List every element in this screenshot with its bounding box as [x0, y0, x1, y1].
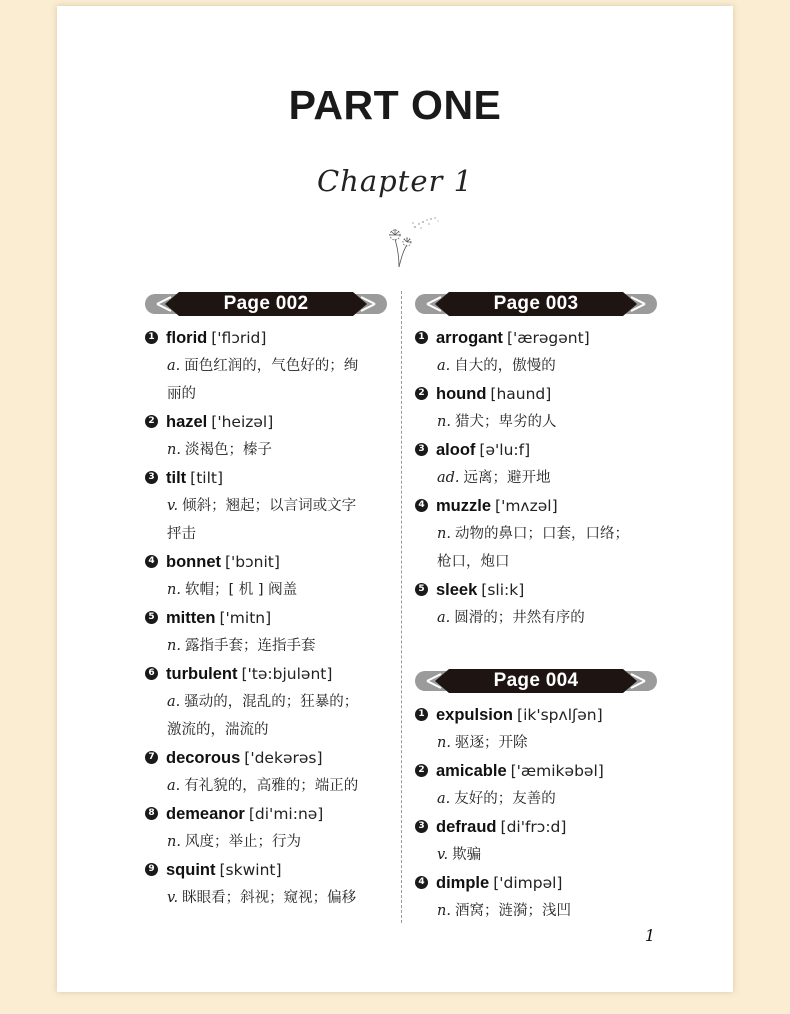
headword: turbulent — [166, 665, 238, 683]
phonetic: ['bɔnit] — [225, 553, 280, 571]
definition-text: 枪口，炮口 — [437, 554, 510, 570]
entry-headword-line — [145, 744, 386, 772]
definition-text: 酒窝；涟漪；浅凹 — [454, 903, 571, 919]
part-of-speech: n. — [437, 903, 451, 919]
definition-text: 欺骗 — [452, 847, 482, 863]
headword: tilt — [166, 469, 187, 487]
definition — [415, 408, 660, 436]
vocab-entry — [145, 324, 386, 408]
part-of-speech: a. — [167, 778, 181, 794]
part-of-speech: n. — [167, 582, 181, 598]
column-divider — [401, 291, 402, 923]
phonetic: ['æmikəbəl] — [510, 762, 604, 780]
entry-list — [145, 324, 386, 912]
definition — [415, 464, 660, 492]
entry-list — [415, 324, 660, 632]
phonetic: [ə'lu:f] — [479, 441, 531, 459]
dandelion-icon — [385, 211, 445, 271]
definition-line — [167, 884, 386, 912]
definition-line — [437, 464, 660, 492]
part-of-speech: v. — [167, 498, 179, 514]
part-of-speech: n. — [167, 638, 181, 654]
part-of-speech: v. — [167, 890, 179, 906]
vocab-entry — [145, 856, 386, 912]
phonetic: [sli:k] — [481, 581, 525, 599]
part-of-speech: a. — [167, 694, 181, 710]
part-of-speech: n. — [167, 834, 181, 850]
phonetic: ['heizəl] — [211, 413, 274, 431]
phonetic: ['mitn] — [219, 609, 272, 627]
phonetic: [di'mi:nə] — [248, 805, 324, 823]
part-of-speech: a. — [437, 791, 451, 807]
headword: hazel — [166, 413, 208, 431]
phonetic: [ik'spʌlʃən] — [517, 706, 603, 724]
definition — [145, 492, 386, 548]
definition-line — [167, 632, 386, 660]
definition-text: 激流的，湍流的 — [167, 722, 269, 738]
part-of-speech: a. — [437, 610, 451, 626]
definition-text: 淡褐色；榛子 — [184, 442, 272, 458]
vocab-entry — [145, 744, 386, 800]
phonetic: ['ærəgənt] — [506, 329, 590, 347]
definition-text: 软帽；[ 机 ] 阀盖 — [184, 582, 298, 598]
part-of-speech: a. — [437, 358, 451, 374]
entry-headword-line — [415, 701, 660, 729]
definition-text: 猎犬；卑劣的人 — [454, 414, 557, 430]
entry-headword-line — [145, 408, 386, 436]
definition-text: 风度；举止；行为 — [184, 834, 301, 850]
left-column — [145, 291, 386, 912]
definition-line — [437, 897, 660, 925]
vocab-entry — [415, 576, 660, 632]
vocab-entry — [145, 800, 386, 856]
vocab-entry — [145, 408, 386, 464]
phonetic: [haund] — [490, 385, 552, 403]
entry-number-badge: 9 — [145, 863, 158, 876]
part-of-speech: v. — [437, 847, 449, 863]
vocab-entry — [145, 604, 386, 660]
entry-headword-line — [415, 380, 660, 408]
entry-headword-line — [145, 800, 386, 828]
definition — [145, 352, 386, 408]
entry-headword-line — [415, 324, 660, 352]
definition-line — [167, 828, 386, 856]
phonetic: ['mʌzəl] — [495, 497, 558, 515]
definition-text: 丽的 — [167, 386, 196, 402]
definition-text: 动物的鼻口；口套，口络； — [454, 526, 629, 542]
section-label: Page 002 — [223, 293, 309, 314]
definition-text: 自大的，傲慢的 — [454, 358, 556, 374]
headword: expulsion — [436, 706, 514, 724]
definition-line — [167, 352, 386, 380]
headword: decorous — [166, 749, 241, 767]
definition-line — [437, 729, 660, 757]
entry-list — [415, 701, 660, 925]
definition — [145, 688, 386, 744]
definition-line — [167, 716, 386, 744]
definition-line — [167, 772, 386, 800]
definition-line — [167, 576, 386, 604]
section-banner — [415, 291, 657, 317]
entry-headword-line — [145, 548, 386, 576]
phonetic: ['tə:bjulənt] — [241, 665, 333, 683]
entry-number-badge: 2 — [415, 764, 428, 777]
entry-number-badge: 5 — [145, 611, 158, 624]
definition-line — [167, 520, 386, 548]
entry-number-badge: 2 — [415, 387, 428, 400]
entry-headword-line — [145, 660, 386, 688]
part-of-speech: n. — [167, 442, 181, 458]
definition-text: 驱逐；开除 — [454, 735, 528, 751]
phonetic: ['dekərəs] — [244, 749, 323, 767]
part-of-speech: n. — [437, 735, 451, 751]
headword: bonnet — [166, 553, 221, 571]
vocab-entry — [415, 757, 660, 813]
headword: florid — [166, 329, 208, 347]
headword: mitten — [166, 609, 216, 627]
definition — [415, 604, 660, 632]
headword: defraud — [436, 818, 497, 836]
definition-line — [437, 841, 660, 869]
definition-text: 眯眼看；斜视；窥视；偏移 — [182, 890, 357, 906]
entry-number-badge: 3 — [415, 443, 428, 456]
definition-line — [437, 604, 660, 632]
headword: sleek — [436, 581, 478, 599]
definition-text: 抨击 — [167, 526, 196, 542]
definition-line — [437, 548, 660, 576]
part-of-speech: ad. — [437, 470, 460, 486]
section-banner — [145, 291, 387, 317]
entry-headword-line — [145, 856, 386, 884]
definition — [415, 520, 660, 576]
entry-headword-line — [415, 492, 660, 520]
definition — [145, 772, 386, 800]
part-of-speech: a. — [167, 358, 181, 374]
headword: squint — [166, 861, 216, 879]
vocab-entry — [145, 464, 386, 548]
entry-headword-line — [415, 869, 660, 897]
part-title: PART ONE — [288, 82, 502, 128]
entry-number-badge: 3 — [145, 471, 158, 484]
definition — [145, 828, 386, 856]
definition-line — [437, 408, 660, 436]
definition — [145, 884, 386, 912]
entry-number-badge: 4 — [415, 499, 428, 512]
entry-number-badge: 2 — [145, 415, 158, 428]
entry-number-badge: 4 — [145, 555, 158, 568]
entry-number-badge: 8 — [145, 807, 158, 820]
headword: aloof — [436, 441, 476, 459]
entry-headword-line — [415, 757, 660, 785]
entry-headword-line — [415, 436, 660, 464]
entry-number-badge: 5 — [415, 583, 428, 596]
right-column — [415, 291, 660, 925]
phonetic: [di'frɔ:d] — [500, 818, 567, 836]
definition-line — [167, 380, 386, 408]
vocab-entry — [145, 548, 386, 604]
definition — [145, 576, 386, 604]
part-of-speech: n. — [437, 526, 451, 542]
entry-number-badge: 1 — [415, 708, 428, 721]
headword: demeanor — [166, 805, 245, 823]
definition-text: 倾斜；翘起；以言词或文字 — [182, 498, 357, 514]
entry-number-badge: 4 — [415, 876, 428, 889]
definition-line — [167, 688, 386, 716]
book-page — [57, 6, 733, 992]
vocab-entry — [145, 660, 386, 744]
entry-headword-line — [145, 604, 386, 632]
entry-number-badge: 3 — [415, 820, 428, 833]
phonetic: ['flɔrid] — [211, 329, 267, 347]
entry-number-badge: 6 — [145, 667, 158, 680]
vocab-entry — [415, 380, 660, 436]
definition-line — [167, 436, 386, 464]
phonetic: [tilt] — [190, 469, 224, 487]
entry-number-badge: 7 — [145, 751, 158, 764]
definition — [415, 785, 660, 813]
vocab-entry — [415, 869, 660, 925]
definition — [145, 436, 386, 464]
section-label: Page 003 — [493, 293, 579, 314]
definition-text: 面色红润的，气色好的；绚 — [184, 358, 359, 374]
headword: hound — [436, 385, 487, 403]
definition-text: 有礼貌的，高雅的；端正的 — [184, 778, 359, 794]
entry-number-badge: 1 — [415, 331, 428, 344]
chapter-title: Chapter 1 — [316, 164, 474, 198]
definition-line — [167, 492, 386, 520]
section-label: Page 004 — [493, 670, 579, 691]
definition — [415, 729, 660, 757]
vocab-entry — [415, 324, 660, 380]
section-banner — [415, 668, 657, 694]
vocab-entry — [415, 492, 660, 576]
definition-line — [437, 352, 660, 380]
definition — [415, 352, 660, 380]
definition-text: 远离；避开地 — [463, 470, 551, 486]
definition-line — [437, 520, 660, 548]
definition-text: 骚动的，混乱的；狂暴的； — [184, 694, 359, 710]
page-number: 1 — [644, 926, 655, 945]
headword: dimple — [436, 874, 490, 892]
definition — [145, 632, 386, 660]
entry-headword-line — [415, 576, 660, 604]
definition-text: 露指手套；连指手套 — [184, 638, 316, 654]
entry-headword-line — [415, 813, 660, 841]
headword: arrogant — [436, 329, 503, 347]
part-of-speech: n. — [437, 414, 451, 430]
headword: amicable — [436, 762, 507, 780]
entry-headword-line — [145, 324, 386, 352]
definition — [415, 897, 660, 925]
vocab-entry — [415, 436, 660, 492]
definition — [415, 841, 660, 869]
headword: muzzle — [436, 497, 492, 515]
definition-line — [437, 785, 660, 813]
phonetic: ['dimpəl] — [493, 874, 563, 892]
phonetic: [skwint] — [219, 861, 282, 879]
vocab-entry — [415, 701, 660, 757]
definition-text: 圆滑的；井然有序的 — [454, 610, 585, 626]
definition-text: 友好的；友善的 — [454, 791, 556, 807]
entry-headword-line — [145, 464, 386, 492]
vocab-entry — [415, 813, 660, 869]
entry-number-badge: 1 — [145, 331, 158, 344]
